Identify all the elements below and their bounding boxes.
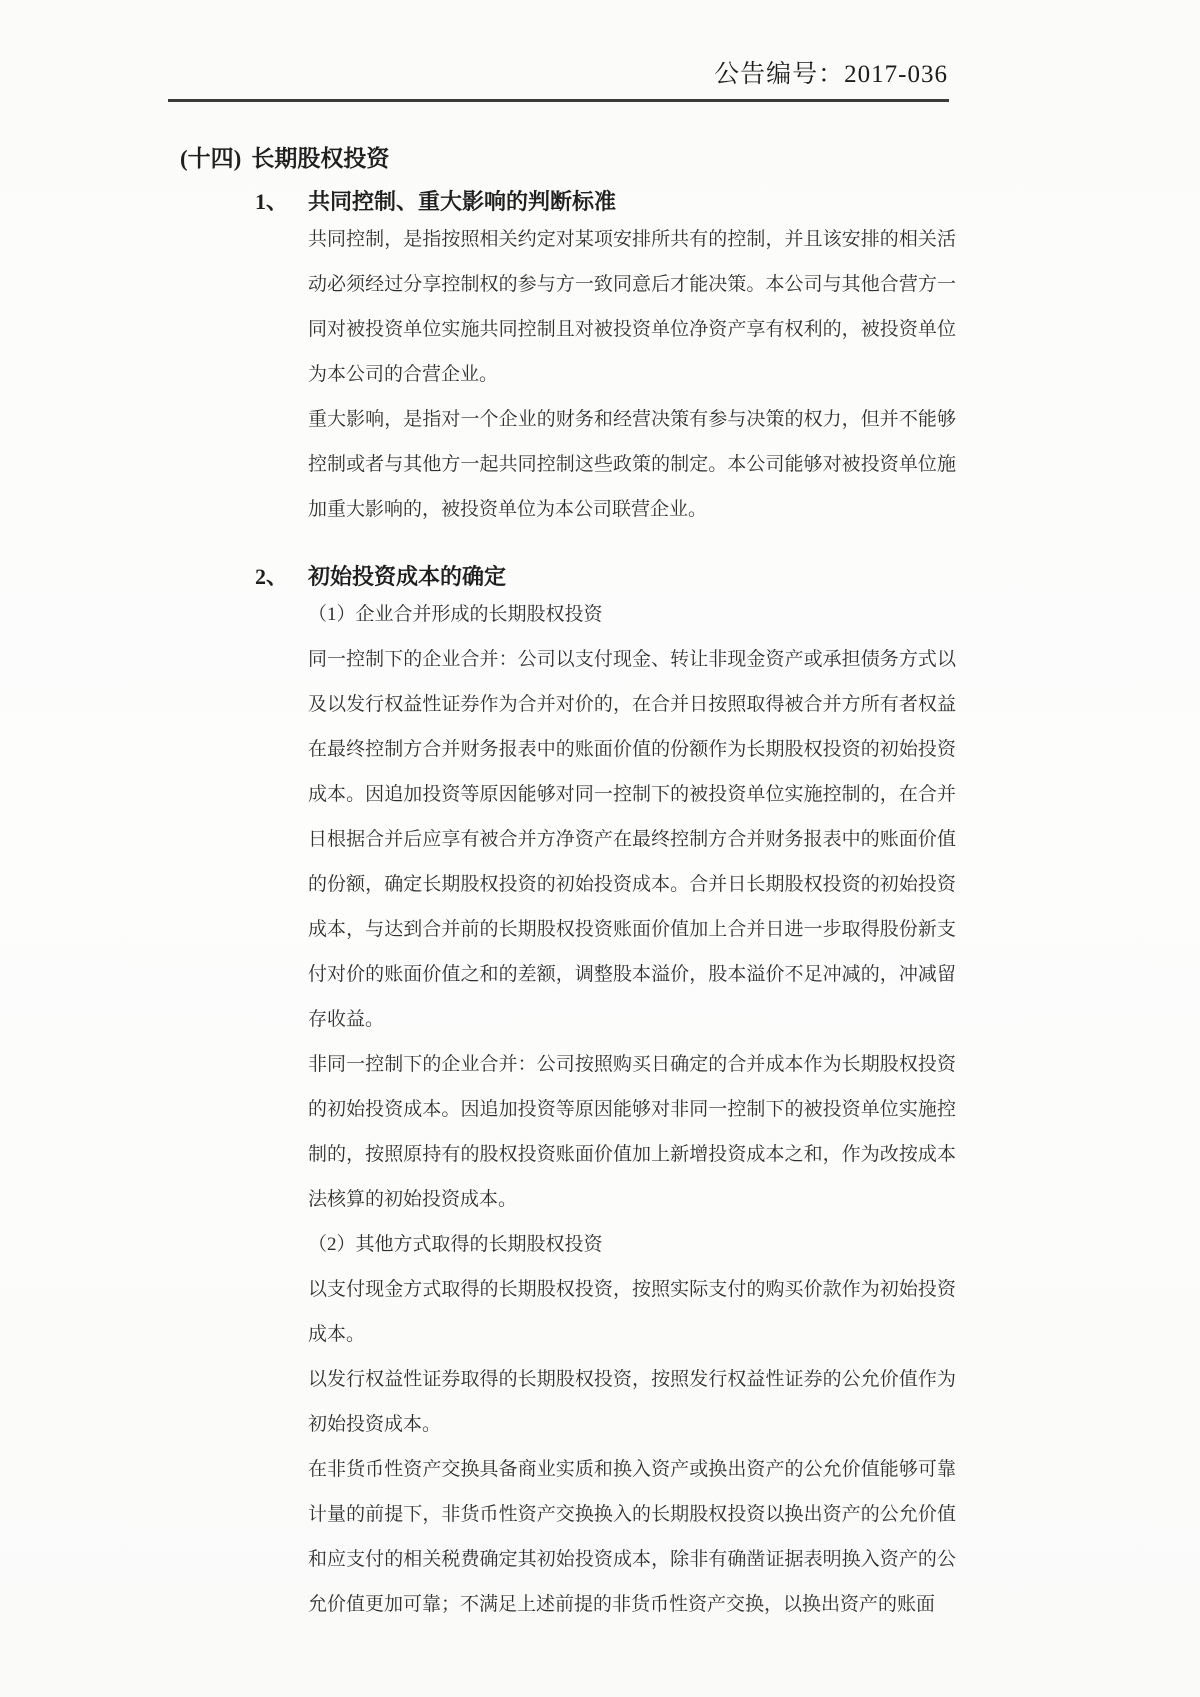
paragraph-cash-acquisition: 以支付现金方式取得的长期股权投资，按照实际支付的购买价款作为初始投资成本。 <box>308 1279 956 1345</box>
paragraph-non-monetary-exchange: 在非货币性资产交换具备商业实质和换入资产或换出资产的公允价值能够可靠计量的前提下，非货币性资产交换换入的长期股权投资以换出资产的公允价值和应支付的相关税费确定其初始投资成本，除非有确凿证据表明换入资产的公允价值更加可靠；不满足上述前提的非货币性资产交换，以换出资产的账面 <box>308 1459 956 1615</box>
paragraph-significant-influence: 重大影响，是指对一个企业的财务和经营决策有参与决策的权力，但并不能够控制或者与其他方一起共同控制这些政策的制定。本公司能够对被投资单位施加重大影响的，被投资单位为本公司联营企业。 <box>308 409 956 520</box>
paragraph-equity-securities: 以发行权益性证券取得的长期股权投资，按照发行权益性证券的公允价值作为初始投资成本。 <box>308 1369 956 1435</box>
paragraph-non-same-control-merger: 非同一控制下的企业合并：公司按照购买日确定的合并成本作为长期股权投资的初始投资成本。因追加投资等原因能够对非同一控制下的被投资单位实施控制的，按照原持有的股权投资账面价值加上新增投资成本之和，作为改按成本法核算的初始投资成本。 <box>308 1054 956 1210</box>
header-divider <box>168 99 949 102</box>
section-heading <box>180 144 1200 174</box>
subsection-1-number: 1、 <box>255 189 289 214</box>
subsection-1-title: 共同控制、重大影响的判断标准 <box>308 189 617 214</box>
item-1-label: （1）企业合并形成的长期股权投资 <box>308 604 603 625</box>
item-2-label: （2）其他方式取得的长期股权投资 <box>308 1234 603 1255</box>
page-header <box>0 0 1200 92</box>
subsection-1-body <box>308 217 956 532</box>
subsection-2-title: 初始投资成本的确定 <box>308 564 507 589</box>
section-title: 长期股权投资 <box>251 146 390 171</box>
section-number: (十四) <box>180 146 242 171</box>
subsection-2-body <box>308 592 956 1627</box>
announcement-number: 公告编号：2017-036 <box>714 61 948 88</box>
paragraph-same-control-merger: 同一控制下的企业合并：公司以支付现金、转让非现金资产或承担债务方式以及以发行权益性证券作为合并对价的，在合并日按照取得被合并方所有者权益在最终控制方合并财务报表中的账面价值的份额作为长期股权投资的初始投资成本。因追加投资等原因能够对同一控制下的被投资单位实施控制的，在合并日根据合并后应享有被合并方净资产在最终控制方合并财务报表中的账面价值的份额，确定长期股权投资的初始投资成本。合并日长期股权投资的初始投资成本，与达到合并前的长期股权投资账面价值加上合并日进一步取得股份新支付对价的账面价值之和的差额，调整股本溢价，股本溢价不足冲减的，冲减留存收益。 <box>308 649 956 1030</box>
paragraph-joint-control: 共同控制，是指按照相关约定对某项安排所共有的控制，并且该安排的相关活动必须经过分享控制权的参与方一致同意后才能决策。本公司与其他合营方一同对被投资单位实施共同控制且对被投资单位净资产享有权利的，被投资单位为本公司的合营企业。 <box>308 229 956 385</box>
subsection-1-heading <box>255 187 1200 217</box>
subsection-2-heading <box>255 562 1200 592</box>
subsection-2-number: 2、 <box>255 564 289 589</box>
